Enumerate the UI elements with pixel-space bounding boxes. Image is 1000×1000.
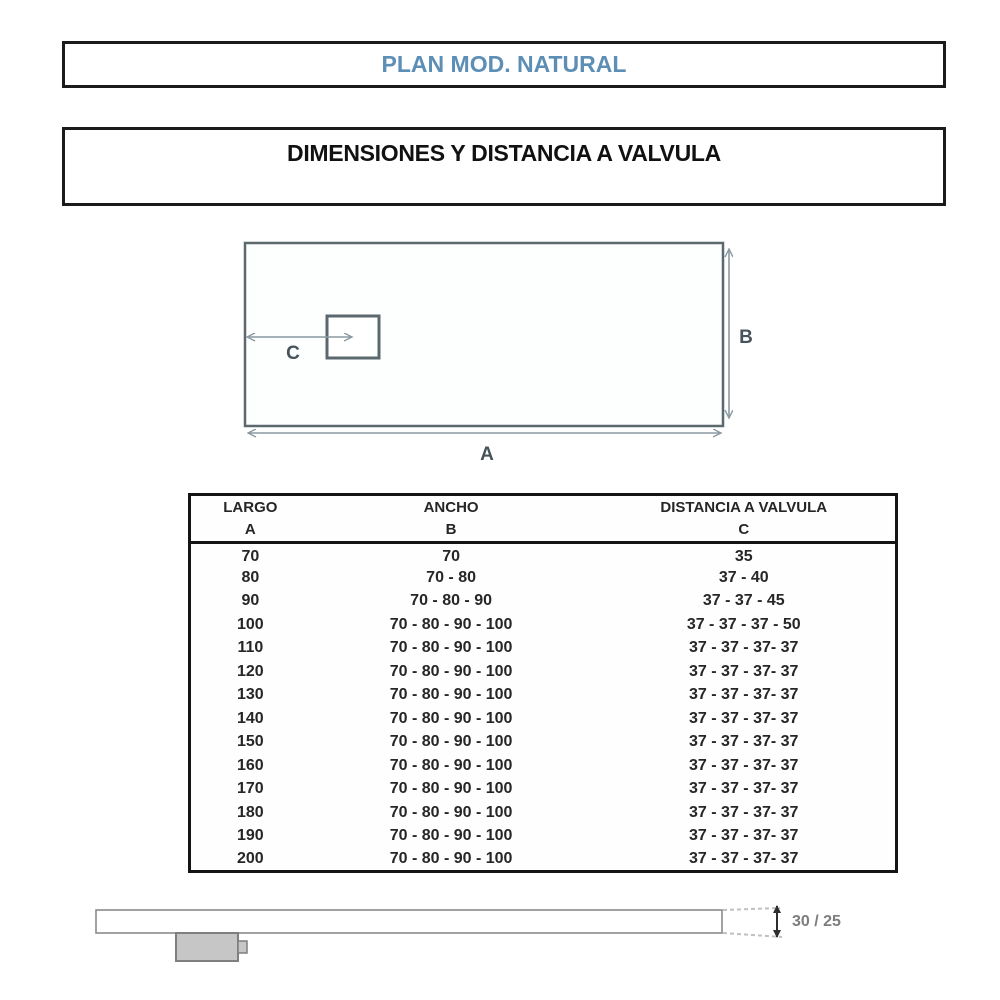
dimensions-title: DIMENSIONES Y DISTANCIA A VALVULA <box>287 140 721 166</box>
title-box-plan <box>62 41 946 88</box>
table-row <box>190 731 897 755</box>
table-cell: 200 <box>236 850 264 867</box>
table-cell: 70 - 80 <box>426 568 476 586</box>
table-row <box>190 801 897 825</box>
table-cell: 70 - 80 - 90 - 100 <box>389 615 513 633</box>
table-cell: 37 - 37 - 37- 37 <box>689 662 799 680</box>
table-cell: 37 - 37 - 37- 37 <box>689 780 799 798</box>
table-header <box>190 495 897 543</box>
table-cell: 37 - 37 - 45 <box>702 592 785 610</box>
table-cell: 70 - 80 - 90 - 100 <box>389 733 513 751</box>
table-cell: 100 <box>236 615 264 633</box>
column-name-2: DISTANCIA A VALVULA <box>660 498 828 516</box>
table-cell: 37 - 37 - 37 - 50 <box>686 615 801 633</box>
table-cell: 120 <box>236 662 264 680</box>
extension-line-top <box>723 908 780 910</box>
table-row <box>190 590 897 614</box>
table-row <box>190 613 897 637</box>
valve-profile-box <box>176 933 238 961</box>
dimension-b-label: B <box>739 327 753 348</box>
column-letter-2: C <box>592 519 896 543</box>
table-cell: 70 - 80 - 90 - 100 <box>389 850 513 867</box>
table-cell: 160 <box>236 756 264 774</box>
table-cell: 80 <box>241 568 260 586</box>
table-row <box>190 684 897 708</box>
top-view-svg <box>230 235 800 470</box>
table-cell: 130 <box>236 686 264 704</box>
table-cell: 70 <box>241 547 260 565</box>
table-cell: 140 <box>236 709 264 727</box>
table-row <box>190 825 897 849</box>
mattress-profile-outline <box>96 910 722 933</box>
table-cell: 37 - 37 - 37- 37 <box>689 686 799 704</box>
table-cell: 180 <box>236 803 264 821</box>
table-row <box>190 778 897 802</box>
table-row <box>190 637 897 661</box>
title-box-dimensions <box>62 127 946 206</box>
table-cell: 70 - 80 - 90 - 100 <box>389 662 513 680</box>
table-cell: 70 - 80 - 90 - 100 <box>389 686 513 704</box>
table-header-letters <box>190 519 897 543</box>
table-row <box>190 707 897 731</box>
table-cell: 37 - 37 - 37- 37 <box>689 850 799 867</box>
column-letter-0: A <box>190 519 310 543</box>
column-name-0: LARGO <box>223 498 278 516</box>
table-cell: 37 - 37 - 37- 37 <box>689 803 799 821</box>
extension-line-bottom <box>723 933 782 937</box>
table-cell: 70 - 80 - 90 - 100 <box>389 780 513 798</box>
table-cell: 170 <box>236 780 264 798</box>
table-cell: 37 - 37 - 37- 37 <box>689 709 799 727</box>
table-row <box>190 543 897 567</box>
table-cell: 70 - 80 - 90 <box>410 592 492 610</box>
table-cell: 37 - 37 - 37- 37 <box>689 756 799 774</box>
table-cell: 110 <box>237 639 264 657</box>
table-header-names <box>190 495 897 519</box>
side-view-svg <box>90 895 880 980</box>
table-row <box>190 754 897 778</box>
table-cell: 70 <box>442 547 460 565</box>
table-cell: 70 - 80 - 90 - 100 <box>389 709 513 727</box>
table-cell: 190 <box>236 827 264 845</box>
table-cell: 70 - 80 - 90 - 100 <box>389 756 513 774</box>
table-cell: 37 - 37 - 37- 37 <box>689 639 799 657</box>
table-cell: 37 - 40 <box>718 568 769 586</box>
top-view-diagram <box>230 235 800 470</box>
table-cell: 37 - 37 - 37- 37 <box>689 733 799 751</box>
plan-title: PLAN MOD. NATURAL <box>381 51 627 77</box>
table-row <box>190 660 897 684</box>
column-name-1: ANCHO <box>423 498 479 516</box>
valve-nozzle <box>238 941 247 953</box>
mattress-outline <box>245 243 723 426</box>
column-letter-1: B <box>310 519 593 543</box>
table-row <box>190 848 897 872</box>
height-dimension-label: 30 / 25 <box>792 913 841 930</box>
dimensions-table <box>188 493 898 873</box>
table-cell: 70 - 80 - 90 - 100 <box>389 803 513 821</box>
table-row <box>190 566 897 590</box>
table-cell: 150 <box>236 733 264 751</box>
table-cell: 90 <box>241 592 260 610</box>
dimension-a-label: A <box>480 444 494 465</box>
dimension-c-label: C <box>286 343 300 364</box>
side-view-diagram <box>90 895 880 980</box>
table-cell: 37 - 37 - 37- 37 <box>689 827 799 845</box>
table-cell: 70 - 80 - 90 - 100 <box>389 639 513 657</box>
dimensions-table-body <box>190 543 897 872</box>
table-cell: 70 - 80 - 90 - 100 <box>389 827 513 845</box>
table-cell: 35 <box>734 547 753 565</box>
dimensions-table-container <box>188 493 898 873</box>
